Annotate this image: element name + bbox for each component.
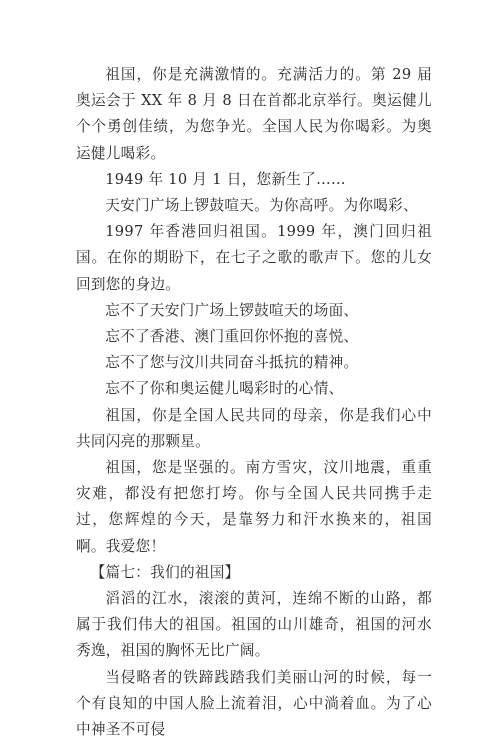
paragraph-tiananmen: 天安门广场上锣鼓喧天。为你高呼。为你喝彩、: [105, 197, 418, 215]
paragraph-cannot-forget-4: 忘不了你和奥运健儿喝彩时的心情、: [105, 380, 344, 398]
paragraph-rivers: 滔滔的江水，滚滚的黄河，连绵不断的山路，都属于我们伟大的祖国。祖国的山川雄奇，祖国的河水秀逸，祖国的胸怀无比广阔。: [76, 590, 432, 660]
paragraph-hongkong-macau: 1997 年香港回归祖国。1999 年，澳门回归祖国。在你的期盼下，在七子之歌的歌声下。您的儿女回到您的身边。: [76, 223, 432, 293]
paragraph-invaders: 当侵略者的铁蹄践踏我们美丽山河的时候，每一个有良知的中国人脸上流着泪，心中淌着血。为了心中神圣不可侵: [76, 668, 432, 739]
section-heading: 【篇七：我们的祖国】: [90, 563, 240, 581]
paragraph-1949: 1949 年 10 月 1 日，您新生了……: [105, 170, 346, 188]
paragraph-cannot-forget-1: 忘不了天安门广场上锣鼓喧天的场面、: [105, 301, 359, 319]
paragraph-strong: 祖国，您是坚强的。南方雪灾，汶川地震，重重灾难，都没有把您打垮。你与全国人民共同携手走过，您辉煌的今天，是靠努力和汗水换来的，祖国啊。我爱您！: [76, 459, 432, 555]
paragraph-cannot-forget-2: 忘不了香港、澳门重回你怀抱的喜悦、: [105, 328, 359, 346]
paragraph-mother: 祖国，你是全国人民共同的母亲，你是我们心中共同闪亮的那颗星。: [76, 406, 432, 450]
document-body: [76, 62, 432, 743]
paragraph-olympics: 祖国，你是充满激情的。充满活力的。第 29 届奥运会于 XX 年 8 月 8 日在首都北京举行。奥运健儿个个勇创佳绩，为您争光。全国人民为你喝彩。为奥运健儿喝彩。: [76, 66, 432, 162]
paragraph-cannot-forget-3: 忘不了您与汶川共同奋斗抵抗的精神。: [105, 354, 359, 372]
